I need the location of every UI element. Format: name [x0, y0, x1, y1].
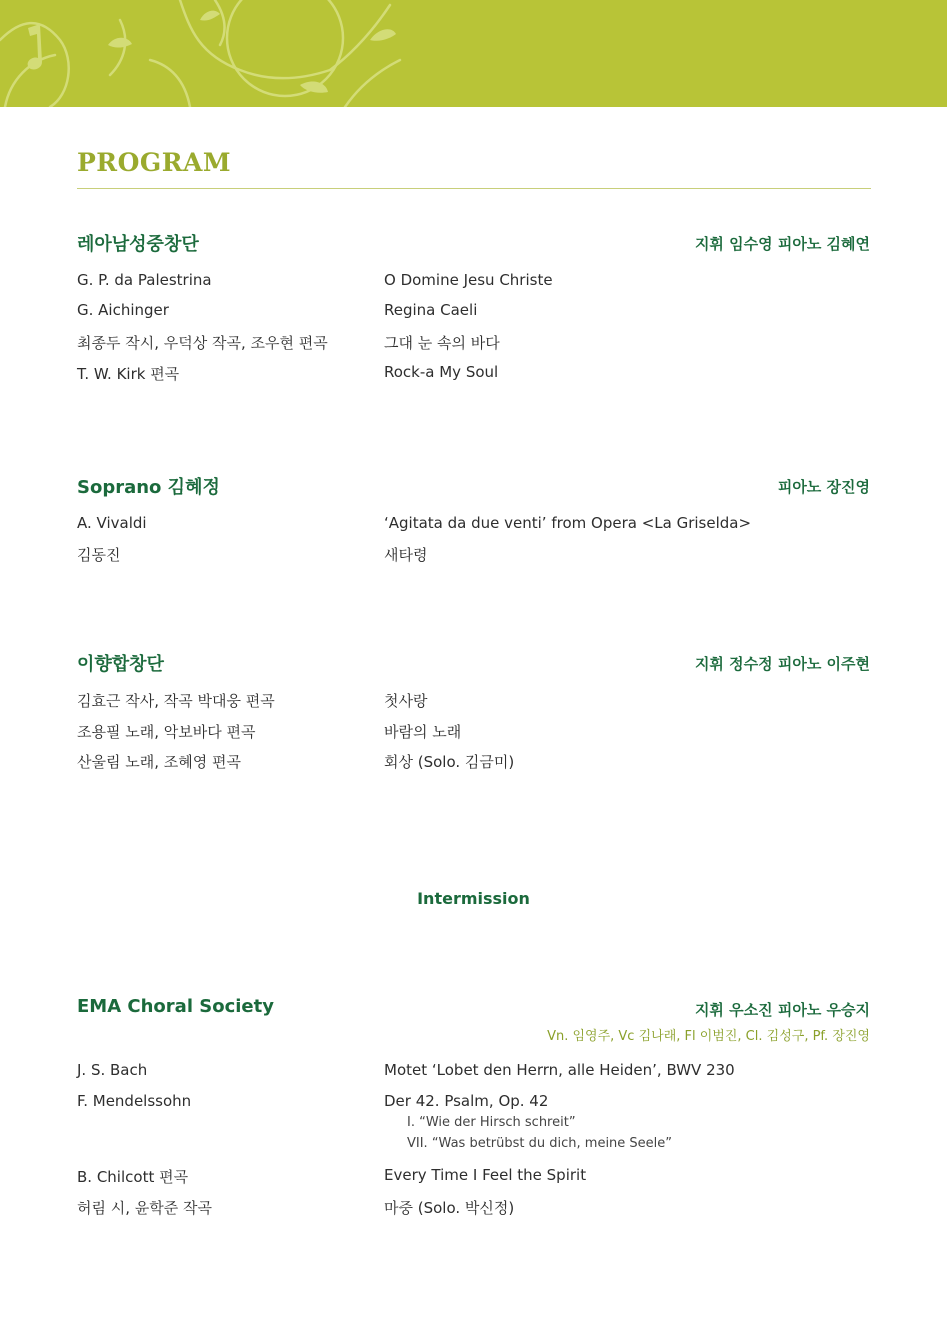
composer: 조용필 노래, 악보바다 편곡: [77, 723, 256, 741]
program-row: [77, 514, 877, 536]
program-row: [77, 363, 877, 385]
section-title-ihyang: 이향합창단: [77, 654, 164, 675]
composer: G. Aichinger: [77, 301, 169, 319]
composer: A. Vivaldi: [77, 514, 147, 532]
work-title: 새타령: [384, 546, 428, 564]
music-note-icon: [28, 24, 42, 69]
program-row: [77, 1166, 877, 1188]
section-instrumentalists-ema: Vn. 임영주, Vc 김나래, Fl 이범진, Cl. 김성구, Pf. 장진영: [547, 1029, 870, 1044]
composer: 최종두 작시, 우덕상 작곡, 조우현 편곡: [77, 334, 328, 352]
program-row: [77, 544, 877, 566]
section-title-ema: EMA Choral Society: [77, 996, 274, 1017]
work-title: Motet ‘Lobet den Herrn, alle Heiden’, BWV 230: [384, 1061, 735, 1079]
section-performers-ema: 지휘 우소진 피아노 우승지: [694, 1001, 870, 1019]
work-title: Rock-a My Soul: [384, 363, 499, 381]
program-row: [77, 1197, 877, 1219]
intermission-label: Intermission: [417, 889, 530, 908]
composer: G. P. da Palestrina: [77, 271, 212, 289]
composer: 산울림 노래, 조혜영 편곡: [77, 753, 241, 771]
work-title: Every Time I Feel the Spirit: [384, 1166, 587, 1184]
work-title: ‘Agitata da due venti’ from Opera <La Griselda>: [384, 514, 752, 532]
music-leaf-illustration: [0, 0, 947, 107]
work-title: 마중 (Solo. 박신정): [384, 1199, 515, 1217]
program-row: [77, 1092, 877, 1114]
composer: T. W. Kirk 편곡: [77, 365, 180, 383]
program-row: [77, 751, 877, 773]
work-title: 회상 (Solo. 김금미): [384, 753, 515, 771]
program-row: [77, 271, 877, 293]
program-row: [77, 301, 877, 323]
program-row: [77, 721, 877, 743]
program-row: [77, 332, 877, 354]
work-title: 바람의 노래: [384, 723, 462, 741]
work-title: O Domine Jesu Christe: [384, 271, 553, 289]
header-banner: [0, 0, 947, 107]
program-row: [77, 1061, 877, 1083]
program-title: PROGRAM: [77, 148, 232, 177]
work-title: 그대 눈 속의 바다: [384, 334, 500, 352]
program-row: [77, 690, 877, 712]
program-divider: [77, 188, 871, 189]
composer: 김효근 작사, 작곡 박대웅 편곡: [77, 692, 275, 710]
work-title: 첫사랑: [384, 692, 428, 710]
work-title: Regina Caeli: [384, 301, 478, 319]
composer: 허림 시, 윤학준 작곡: [77, 1199, 212, 1217]
composer: 김동진: [77, 546, 121, 564]
work-title: Der 42. Psalm, Op. 42: [384, 1092, 549, 1110]
section-title-lea: 레아남성중창단: [77, 234, 199, 255]
section-performers-lea: 지휘 임수영 피아노 김혜연: [694, 235, 870, 253]
composer: J. S. Bach: [77, 1061, 148, 1079]
movement-line: I. “Wie der Hirsch schreit”: [407, 1115, 576, 1130]
composer: B. Chilcott 편곡: [77, 1168, 189, 1186]
movement-line: VII. “Was betrübst du dich, meine Seele”: [407, 1136, 673, 1151]
section-performers-soprano: 피아노 장진영: [777, 478, 870, 496]
composer: F. Mendelssohn: [77, 1092, 192, 1110]
section-performers-ihyang: 지휘 정수정 피아노 이주현: [694, 655, 870, 673]
section-title-soprano: Soprano 김혜정: [77, 477, 220, 498]
